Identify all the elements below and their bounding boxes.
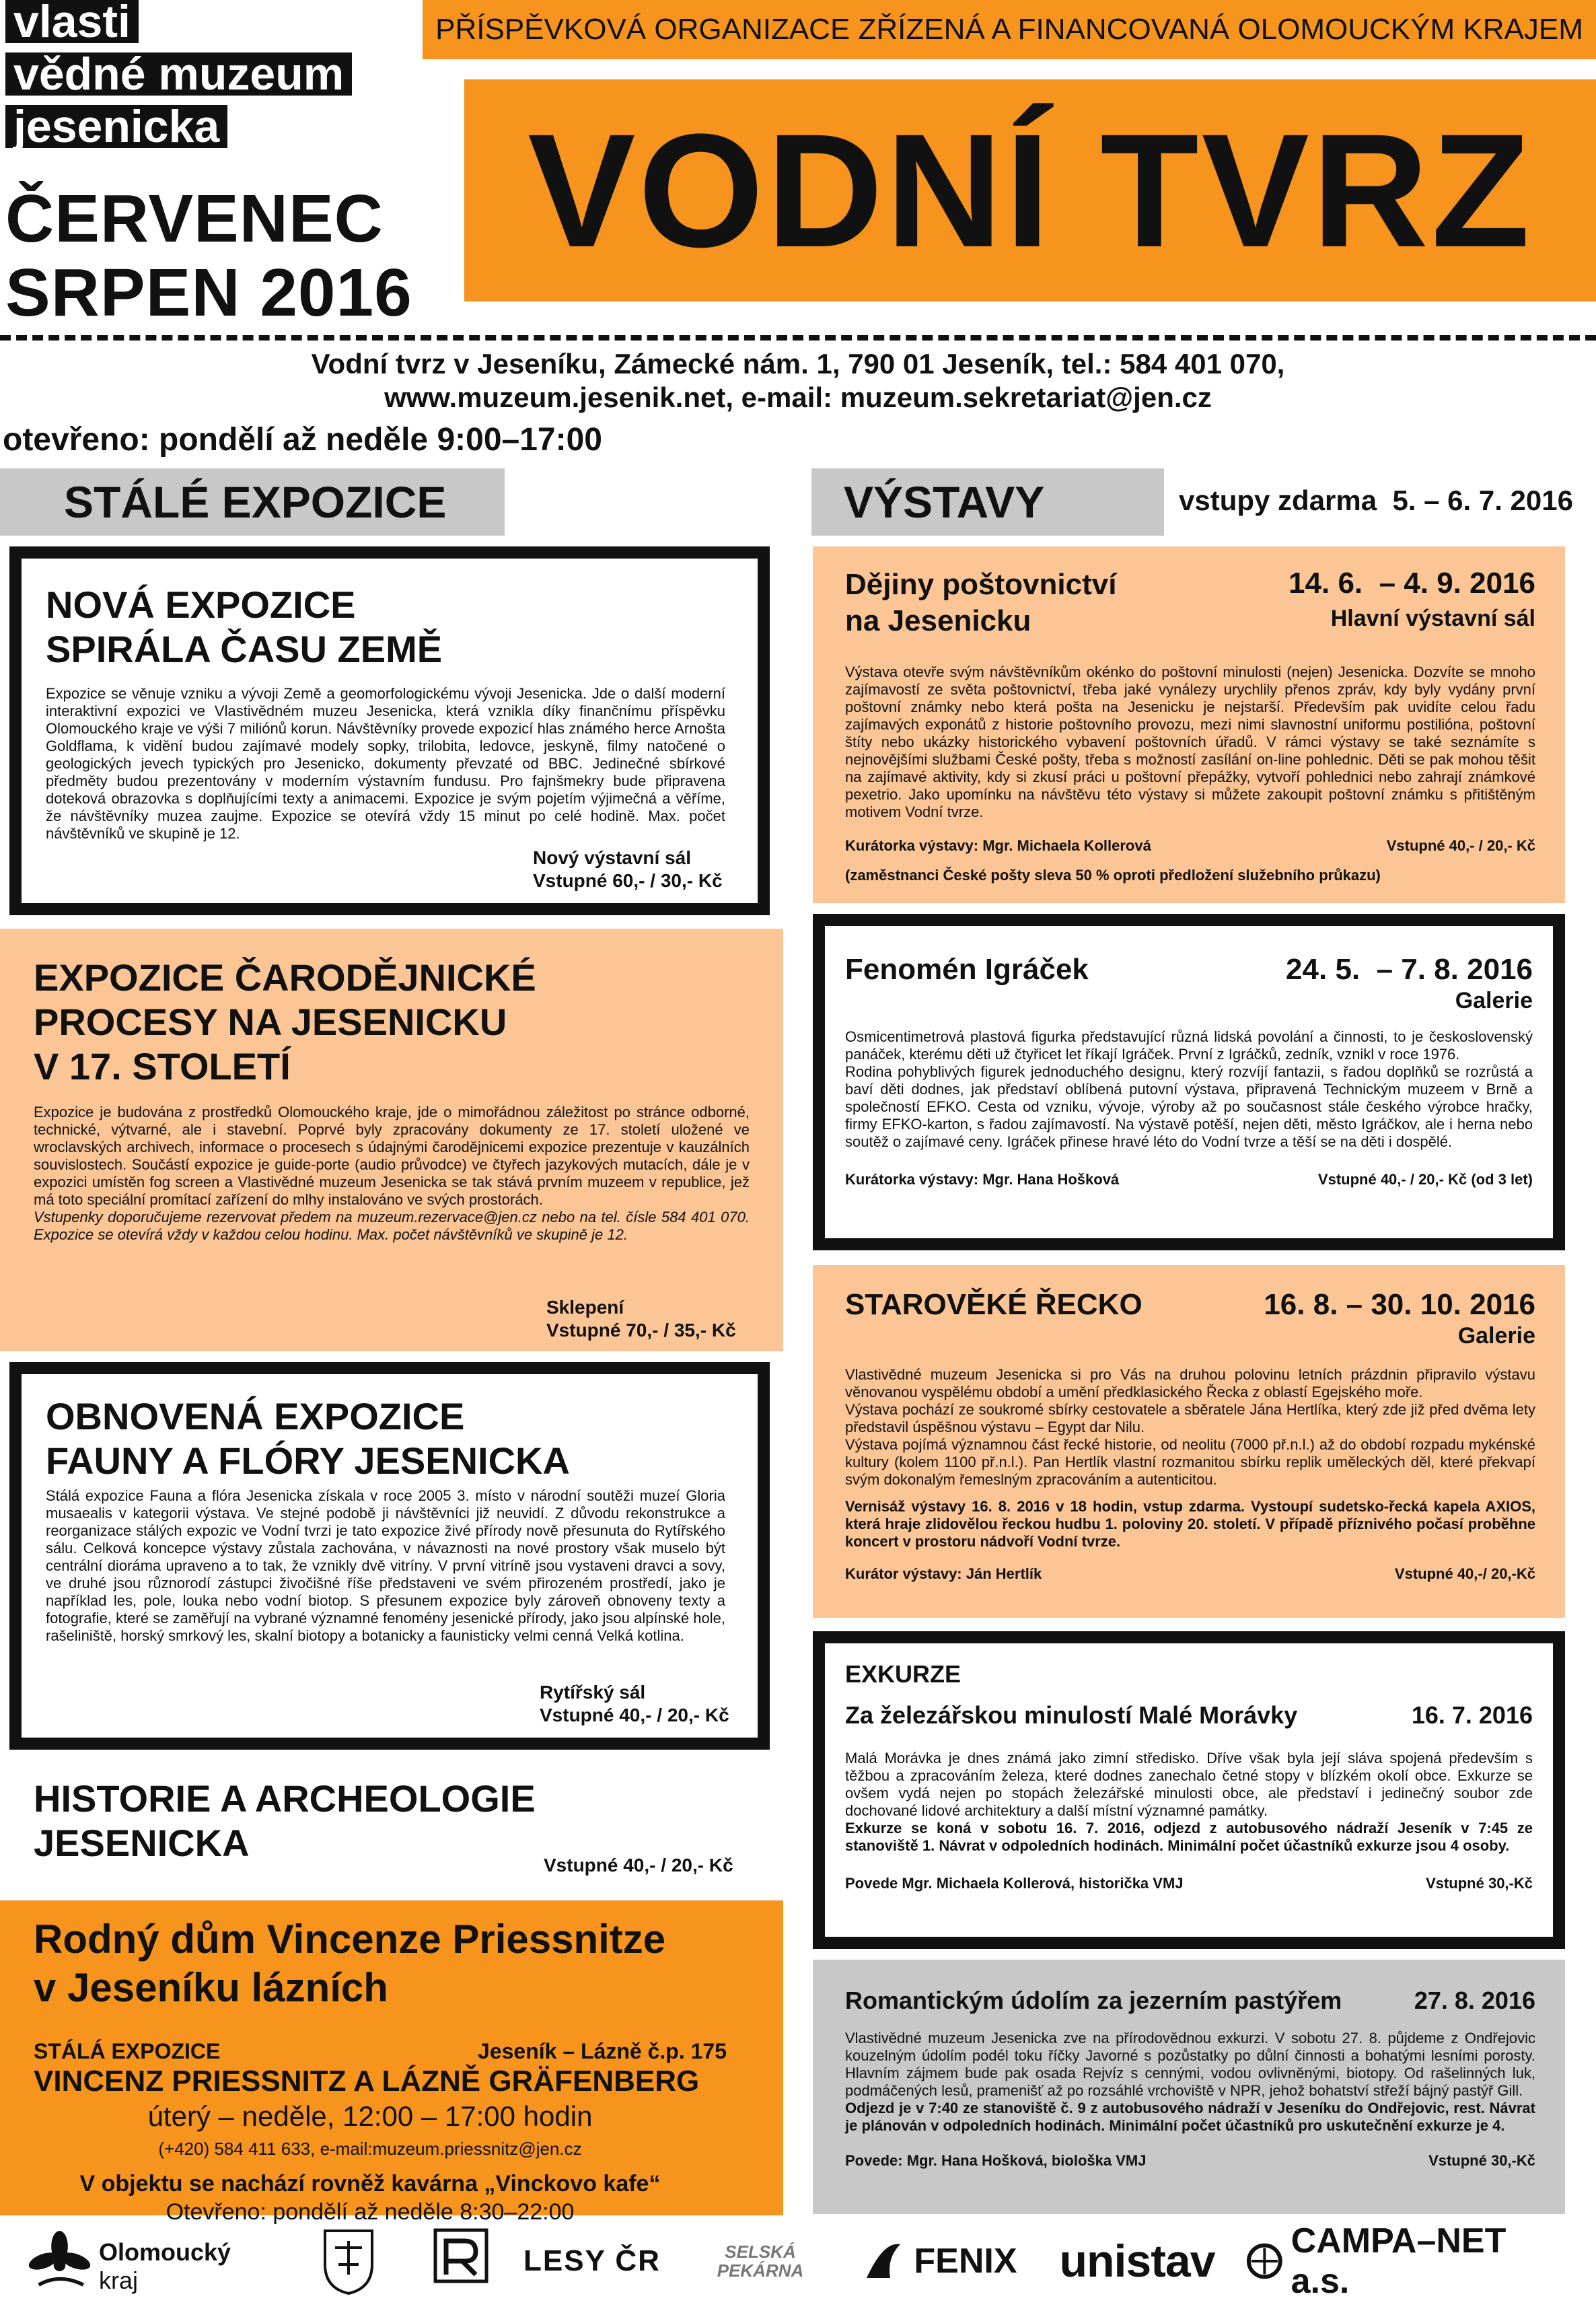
selska-pekarna-logo — [706, 2221, 814, 2302]
unistav-logo — [1050, 2221, 1225, 2302]
crest-icon — [322, 2227, 375, 2295]
address-line-1: Vodní tvrz v Jeseníku, Zámecké nám. 1, 790 01 Jeseník, tel.: 584 401 070, — [311, 348, 1285, 380]
recko-curator-row — [845, 1565, 1535, 1583]
igracek-price: Vstupné 40,- / 20,- Kč (od 3 let) — [1317, 1171, 1533, 1188]
fenix-text: FENIX — [914, 2242, 1017, 2281]
exkurze-date: 16. 7. 2016 — [1411, 1701, 1533, 1729]
recko-dates: 16. 8. – 30. 10. 2016 — [1264, 1288, 1535, 1321]
priessnitz-title-2: v Jeseníku lázních — [34, 1965, 388, 2010]
free-entry: vstupy zdarma 5. – 6. 7. 2016 — [1179, 485, 1573, 516]
exkurze-bold: Exkurze se koná v sobotu 16. 7. 2016, odjezd z autobusového nádraží Jeseník v 7:45 ze stanoviště 1. Návrat v odpoledních hodinách. Minimální počet účastníků exkurze jsou 4 osoby. — [845, 1820, 1533, 1854]
romanticky-box — [813, 1960, 1565, 2214]
carodejnice-meta — [546, 1296, 736, 1342]
exkurze-box — [813, 1631, 1565, 1949]
carodejnice-title-2: PROCESY NA JESENICKU — [34, 1001, 507, 1043]
igracek-text-2: Rodina pohyblivých figurek jednoduchého designu, který rozvíjí fantazii, s řadou doplňků se rozrůstá a baví děti dodnes, jak představí oblíbená putovní výstava, připravená Technickým muzeem v Brně a společností EFKO. Cesta od vzniku, vývoje, výroby až po současnost stále českého výrobce hračky, firmy EFKO-karton, s řadou zajímavostí. Na výstavě potěší, nejen děti, město Igráčkov, ale i herna nebo soutěž o zajímavé ceny. Igráček přinese hravé léto do Vodní tvrze a těší se na děti i dospělé. — [845, 1063, 1533, 1150]
museum-logo — [5, 0, 436, 152]
flower-icon — [27, 2224, 92, 2298]
months-heading — [5, 182, 412, 330]
romanticky-text: Vlastivědné muzeum Jesenicka zve na přírodovědnou exkurzi. V sobotu 27. 8. půjdeme z Ondřejovic kouzelným údolím podél toku říčky Javorné s pozůstatky po důlní činnosti a bohatými lesními porosty. Hlavním zájmem bude pak osada Rejvíz s cennými, vodou ovlivněnými, biotopy. Od rašelinných luk, podmáčených lesů, pramenišť až po rozsáhlé vrchoviště v NPR, jehož bohatství střeží bájný pastýř Gill. — [845, 2030, 1535, 2099]
spirala-title-2: SPIRÁLA ČASU ZEMĚ — [46, 628, 443, 670]
olomoucky-kraj-logo — [27, 2221, 256, 2302]
selska-text: SELSKÁ — [725, 2242, 796, 2262]
campa-text: CAMPA–NET a.s. — [1291, 2221, 1507, 2301]
spirala-title-1: NOVÁ EXPOZICE — [46, 583, 356, 626]
fauna-title-2: FAUNY A FLÓRY JESENICKA — [46, 1439, 570, 1482]
exkurze-title-row — [845, 1701, 1533, 1729]
carodejnice-title — [34, 956, 750, 1089]
fauna-title-1: OBNOVENÁ EXPOZICE — [46, 1395, 465, 1437]
spirala-meta — [533, 847, 723, 892]
postovnictvi-text: Výstava otevře svým návštěvníkům okénko do poštovní minulosti (nejen) Jesenicka. Dozvíte se mnoho zajímavostí ze světa poštovnictví, třeba jaké vynálezy urychlily přenos zpráv, kdy byly vydány první poštovní známky nebo která pošta na Jesenicku je nejstarší. Především pak uvidíte celou řadu zajímavých exponátů z historie poštovního provozu, mezi nimi slavnostní uniformu postilióna, poštovní štíty nebo ukázky historického vybavení poštovních úřadů. V rámci výstavy se také seznámíte s nejnovějšími službami České pošty, třeba s možností zasílání on-line pohlednic. Děti se pak mohou těšit na zajímavé aktivity, kdy si zkusí práci u poštovní přepážky, vytvoří pohlednici nebo zahrají známkové pexetrio. Jako upomínku na návštěvu této výstavy si můžete zakoupit poštovní známku s přitištěným motivem Vodní tvrze. — [845, 664, 1535, 820]
priessnitz-name: VINCENZ PRIESSNITZ A LÁZNĚ GRÄFENBERG — [34, 2065, 700, 2098]
priessnitz-label: STÁLÁ EXPOZICE — [34, 2039, 221, 2063]
priessnitz-box — [0, 1900, 783, 2225]
historie-title — [34, 1777, 774, 1865]
campa-net-logo — [1245, 2221, 1568, 2302]
month-july: ČERVENEC — [5, 181, 384, 256]
postovnictvi-title-2: na Jesenicku — [845, 604, 1031, 637]
permanent-header — [0, 468, 505, 536]
recko-price: Vstupné 40,-/ 20,-Kč — [1394, 1565, 1535, 1582]
historie-title-2: JESENICKA — [34, 1822, 250, 1864]
org-banner — [423, 0, 1596, 59]
title-banner — [464, 79, 1596, 301]
priessnitz-address: Jeseník – Lázně č.p. 175 — [478, 2039, 727, 2063]
carodejnice-place: Sklepení — [546, 1297, 624, 1318]
recko-place: Galerie — [1457, 1323, 1535, 1349]
priessnitz-title — [34, 1915, 750, 2012]
exkurze-label: EXKURZE — [845, 1660, 962, 1688]
historie-price: Vstupné 40,- / 20,- Kč — [544, 1855, 733, 1876]
dashed-rule — [0, 335, 1596, 341]
recko-box — [813, 1265, 1565, 1618]
address-block — [0, 347, 1596, 415]
igracek-text-1: Osmicentimetrová plastová figurka představující různá lidská povolání a činnosti, to je československý panáček, kterému děti už čtyřicet let říkají Igráček. První z Igráčků, zedník, vznikl v roce 1976. — [845, 1028, 1533, 1063]
postovnictvi-title-1: Dějiny poštovnictví — [845, 568, 1117, 601]
exkurze-price: Vstupné 30,-Kč — [1426, 1875, 1533, 1892]
romanticky-date: 27. 8. 2016 — [1414, 1987, 1535, 2014]
romanticky-title: Romantickým údolím za jezerním pastýřem — [845, 1987, 1342, 2014]
postovnictvi-dates: 14. 6. – 4. 9. 2016 — [1289, 567, 1535, 600]
historie-box — [34, 1763, 774, 1898]
pekarna-text: PEKÁRNA — [717, 2260, 804, 2281]
recko-text-2: Výstava pochází ze soukromé sbírky cestovatele a sběratele Jána Hertlíka, který zde již před dvěma lety představil úspěšnou výstavu – Egypt dar Nilu. — [845, 1401, 1535, 1435]
romanticky-bold: Odjezd je v 7:40 ze stanoviště č. 9 z autobusového nádraží v Jeseníku do Ondřejovic, rest. Návrat je plánován v odpoledních hodinách. Minimální počet účastníků pro uskutečnění exkurze je 4. — [845, 2100, 1535, 2134]
campa-icon — [1245, 2241, 1284, 2281]
olomoucky-text: Olomoucký — [99, 2238, 231, 2266]
recko-text-3: Výstava pojímá významnou část řecké historie, od neolitu (7000 př.n.l.) až do období rozpadu mykénské kultury (kolem 1100 př.n.l.). Pan Hertlík vlastní rozmanitou sbírku replik uměleckých děl, které překvapí svým dokonalým řemeslným zpracováním a autenticitou. — [845, 1436, 1535, 1488]
lesy-text: LESY ČR — [523, 2244, 661, 2277]
exkurze-title: Za železářskou minulostí Malé Morávky — [845, 1701, 1298, 1729]
unistav-text: unistav — [1059, 2236, 1215, 2287]
logo-line-3: jesenicka — [5, 105, 227, 148]
kraj-text: kraj — [99, 2267, 139, 2294]
romanticky-title-row — [845, 1987, 1535, 2015]
exhibitions-header-text: VÝSTAVY — [844, 477, 1045, 527]
fauna-price: Vstupné 40,- / 20,- Kč — [540, 1705, 729, 1725]
carodejnice-title-3: V 17. STOLETÍ — [34, 1045, 291, 1087]
postovnictvi-place: Hlavní výstavní sál — [1330, 606, 1535, 631]
logo-line-2: vědné muzeum — [5, 52, 352, 96]
postovnictvi-curator: Kurátorka výstavy: Mgr. Michaela Kollerová — [845, 837, 1151, 854]
permanent-header-text: STÁLÉ EXPOZICE — [64, 477, 447, 527]
historie-title-1: HISTORIE A ARCHEOLOGIE — [34, 1777, 536, 1820]
reklama-logo — [431, 2221, 491, 2302]
postovnictvi-discount: (zaměstnanci České pošty sleva 50 % oproti předložení služebního průkazu) — [845, 867, 1381, 884]
priessnitz-cafe-hours: Otevřeno: pondělí až neděle 8:30–22:00 — [166, 2199, 575, 2225]
igracek-dates: 24. 5. – 7. 8. 2016 — [1286, 953, 1533, 986]
postovnictvi-price: Vstupné 40,- / 20,- Kč — [1386, 837, 1535, 854]
fauna-text: Stálá expozice Fauna a flóra Jesenicka získala v roce 2005 3. místo v národní soutěži muzeí Gloria musaealis v kategorii výstava. Ve stejné podobě ji návštěvníci již neuvidí. Z důvodu rekonstrukce a reorganizace stálých expozic ve Vodní tvrzi je tato expozice živé přírody nově přesunuta do Rytířského sálu. Celková koncepce výstavy zůstala zachována, v návaznosti na nové prostory však muselo být centrální dioráma upraveno a to tak, že vznikly dvě vitríny. V první vitríně jsou vystaveni dravci a sovy, ve druhé jsou různorodí zástupci živočišné říše představeni ve svém přirozeném prostředí, jako je například les, pole, louka nebo vodní biotop. S přesunem expozice byly zároveň obnoveny texty a fotografie, které se zaměřují na vybrané významné fenomény jesenické přírody, jako jsou alpínské hole, rašeliniště, horský smrkový les, skalní biotopy a botanicky a faunisticky velmi cenná Velká kotlina. — [46, 1487, 725, 1644]
lesy-cr-logo — [518, 2221, 666, 2302]
priessnitz-label-row — [34, 2039, 727, 2064]
exhibitions-header — [811, 468, 1164, 536]
fenix-logo — [855, 2221, 1023, 2302]
carodejnice-box — [0, 929, 783, 1351]
spirala-title — [46, 583, 733, 672]
priessnitz-hours: úterý – neděle, 12:00 – 17:00 hodin — [147, 2100, 593, 2132]
fauna-title — [46, 1394, 733, 1483]
igracek-curator: Kurátorka výstavy: Mgr. Hana Hošková — [845, 1171, 1120, 1188]
org-text: PŘÍSPĚVKOVÁ ORGANIZACE ZŘÍZENÁ A FINANCOVANÁ OLOMOUCKÝM KRAJEM — [435, 13, 1583, 46]
carodejnice-text: Expozice je budována z prostředků Olomouckého kraje, jde o mimořádnou záležitost po stránce odborné, technické, výtvarné, ale i stavební. Poprvé byly zpracovány dokumenty ze 17. století uložené ve wroclavských archivech, informace o procesech s údajnými čarodějnicemi expozice prezentuje v kauzálních souvislostech. Součástí expozice je guide-porte (audio průvodce) ve čtyřech jazykových mutacích, dále je v expozici umístěn fog screen a Vlastivědné muzeum Jesenicka se tak stává prvním muzeem v republice, jež má toto speciální promítací zařízení do mlhy instalováno ve svých prostorách. — [34, 1104, 750, 1208]
igracek-box — [813, 914, 1565, 1250]
spirala-price: Vstupné 60,- / 30,- Kč — [533, 870, 723, 891]
jesenik-crest — [315, 2221, 382, 2302]
romanticky-guide-row — [845, 2152, 1535, 2170]
priessnitz-cafe: V objektu se nachází rovněž kavárna „Vinckovo kafe“ — [79, 2171, 661, 2197]
igracek-title: Fenomén Igráček — [845, 953, 1089, 986]
address-line-2: www.muzeum.jesenik.net, e-mail: muzeum.sekretariat@jen.cz — [384, 382, 1212, 413]
reklama-icon — [433, 2227, 489, 2295]
priessnitz-contact: (+420) 584 411 633, e-mail:muzeum.priessnitz@jen.cz — [158, 2139, 582, 2159]
carodejnice-title-1: EXPOZICE ČARODĚJNICKÉ — [34, 956, 536, 999]
recko-vernisaz: Vernisáž výstavy 16. 8. 2016 v 18 hodin, vstup zdarma. Vystoupí sudetsko-řecká kapela AXIOS, která hraje zlidovělou řeckou hudbu 1. poloviny 20. století. V případě příznivého počasí proběhne koncert v prostoru nádvoří Vodní tvrze. — [845, 1498, 1535, 1550]
recko-title: STAROVĚKÉ ŘECKO — [845, 1288, 1142, 1321]
igracek-curator-row — [845, 1171, 1533, 1188]
recko-text-1: Vlastivědné muzeum Jesenicka si pro Vás na druhou polovinu letních prázdnin připravilo výstavu věnovanou vyspělému období a umění předklasického Řecka z oblastí Egejského moře. — [845, 1366, 1535, 1400]
fenix-icon — [860, 2238, 907, 2285]
page-title: VODNÍ TVRZ — [528, 100, 1533, 281]
opening-hours: otevřeno: pondělí až neděle 9:00–17:00 — [3, 422, 602, 458]
month-august: SRPEN 2016 — [5, 255, 412, 330]
romanticky-guide: Povede: Mgr. Hana Hošková, biološka VMJ — [845, 2152, 1147, 2169]
romanticky-price: Vstupné 30,-Kč — [1428, 2152, 1535, 2169]
spirala-text: Expozice se věnuje vzniku a vývoji Země a geomorfologickému vývoji Jesenicka. Jde o další moderní interaktivní expozici ve Vlastivědném muzeu Jesenicka, která vznikla díky finančnímu příspěvku Olomouckého kraje ve výši 7 miliónů korun. Návštěvníky provede expozicí hlas známého herce Arnošta Goldflama, k vidění budou zajímavé modely sopky, trilobita, ledovce, jeskyně, filmy natočené o geologických jevech typických pro Jesenicko, dokumenty převzaté od BBC. Jedinečné sbírkové předměty budou prezentovány v moderním výstavním fundusu. Pro fajnšmekry bude připravena doteková obrazovka s doplňujícími texty a animacemi. Expozice je svým pojetím výjimečná a věříme, že návštěvníky muzea zaujme. Expozice se otevírá vždy 15 minut po celé hodině. Max. počet návštěvníků ve skupině je 12. — [46, 685, 725, 842]
fauna-box — [9, 1362, 770, 1750]
exkurze-text: Malá Morávka je dnes známá jako zimní středisko. Dříve však byla její sláva spojená především s těžbou a zpracováním železa, které dodnes zanechalo četné stopy v blízkém okolí obce. Exkurze se ovšem vydá nejen po stopách železářské minulosti obce, ale představí i jedinečný soubor zde dochované lidové architektury a další místní významné památky. — [845, 1750, 1533, 1819]
spirala-place: Nový výstavní sál — [533, 847, 692, 868]
spirala-box — [9, 546, 770, 915]
fauna-meta — [540, 1681, 729, 1727]
priessnitz-title-1: Rodný dům Vincenze Priessnitze — [34, 1917, 666, 1962]
logo-line-1: vlasti — [5, 0, 139, 43]
fauna-place: Rytířský sál — [540, 1682, 646, 1703]
postovnictvi-box — [813, 546, 1565, 903]
postovnictvi-curator-row — [845, 837, 1535, 855]
exkurze-guide-row — [845, 1875, 1533, 1892]
carodejnice-note: Vstupenky doporučujeme rezervovat předem na muzeum.rezervace@jen.cz nebo na tel. čísle 584 401 070. Expozice se otevírá vždy v každou celou hodinu. Max. počet návštěvníků ve skupině je 12. — [34, 1209, 750, 1243]
igracek-place: Galerie — [1455, 988, 1533, 1013]
exkurze-guide: Povede Mgr. Michaela Kollerová, historička VMJ — [845, 1875, 1184, 1892]
carodejnice-price: Vstupné 70,- / 35,- Kč — [546, 1320, 736, 1341]
recko-curator: Kurátor výstavy: Ján Hertlík — [845, 1565, 1042, 1582]
